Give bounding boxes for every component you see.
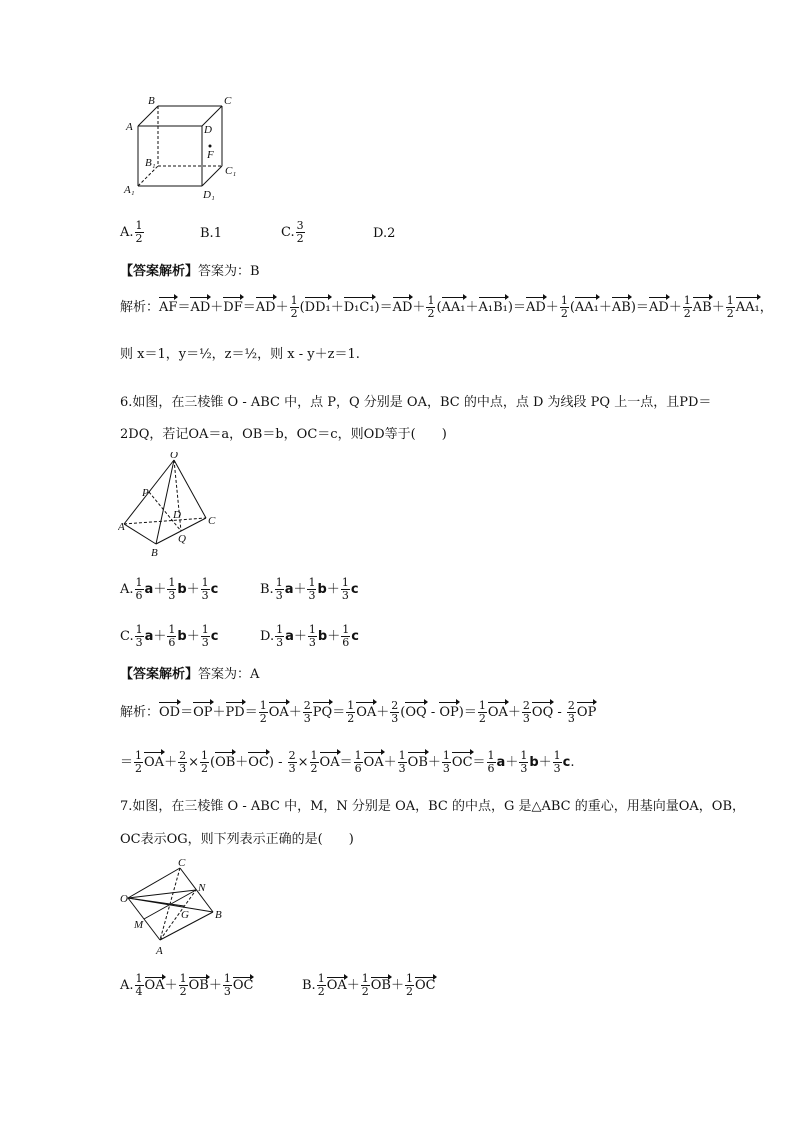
label-B: B [151,547,158,559]
label-D1: D₁ [203,189,215,201]
tetrahedron-figure-q6 [118,452,228,560]
q6-option-c[interactable]: C. $\frac{1}{3}$ a＋ $\frac{1}{6}$ b＋ $\frac{1}{3}$ c [120,623,219,649]
q5-option-d[interactable]: D.2 [373,226,396,241]
label-Q: Q [178,533,186,545]
cube-figure [118,92,268,204]
q6-stem-line2: 2DQ，若记OA＝a，OB＝b，OC＝c，则OD等于( ) [120,427,447,442]
label-B1: B₁ [145,157,156,169]
label-N: N [198,882,206,894]
q5-analysis: 解析：AF＝AD＋DF＝AD＋ $\frac{1}{2}$ (DD₁＋D₁C₁)＝AD＋ $\frac{1}{2}$ (AA₁＋A₁B₁)＝AD＋ $\frac{1}{2}$ (AA₁＋AB)＝AD＋ $\frac{1}{2}$ AB＋ $\frac{1}{2}$ AA₁， [120,294,773,320]
label-P: P [142,487,149,499]
label-A: A [156,945,163,957]
label-C: C [208,515,216,527]
label-B: B [215,909,222,921]
label-O: O [170,452,178,461]
q6-analysis-line2: ＝ $\frac{1}{2}$ OA＋ $\frac{2}{3}$ × $\frac{1}{2}$ (OB＋OC) - $\frac{2}{3}$ × $\frac{1}{2}$ OA＝ $\frac{1}{6}$ OA＋ $\frac{1}{3}$ OB＋ $\frac{1}{3}$ OC＝ $\frac{1}{6}$ a＋ $\frac{1}{3}$ b＋ $\frac{1}{3}$ c. [120,749,575,775]
label-F: F [207,149,214,161]
label-C1: C₁ [225,165,237,177]
q6-option-b[interactable]: B. $\frac{1}{3}$ a＋ $\frac{1}{3}$ b＋ $\frac{1}{3}$ c [260,576,359,602]
q7-stem-line2: OC表示OG，则下列表示正确的是( ) [120,832,354,847]
q5-option-a[interactable]: A. $\frac{1}{2}$ [120,219,143,245]
label-A: A [126,121,133,133]
label-D: D [173,509,181,521]
q5-option-c[interactable]: C. $\frac{3}{2}$ [281,219,304,245]
label-C: C [224,95,232,107]
label-B: B [148,95,155,107]
q6-option-a[interactable]: A. $\frac{1}{6}$ a＋ $\frac{1}{3}$ b＋ $\frac{1}{3}$ c [120,576,219,602]
q6-analysis-line1: 解析：OD＝OP＋PD＝ $\frac{1}{2}$ OA＋ $\frac{2}{3}$ PQ＝ $\frac{1}{2}$ OA＋ $\frac{2}{3}$ (OQ - OP)＝ $\frac{1}{2}$ OA＋ $\frac{2}{3}$ OQ - $\frac{2}{3}$ OP [120,699,597,725]
q6-answer: 【答案解析】答案为：A [120,667,260,682]
q6-option-d[interactable]: D. $\frac{1}{3}$ a＋ $\frac{1}{3}$ b＋ $\frac{1}{6}$ c [260,623,359,649]
q5-conclusion: 则 x＝1，y＝½，z＝½，则 x - y＋z＝1. [120,347,360,362]
label-D: D [204,124,212,136]
tetrahedron-figure-q7 [118,856,228,960]
q7-stem-line1: 7.如图，在三棱锥 O - ABC 中，M，N 分别是 OA，BC 的中点，G 是△ABC 的重心，用基向量OA，OB， [120,799,746,814]
label-A: A [118,521,125,533]
q6-stem-line1: 6.如图，在三棱锥 O - ABC 中，点 P，Q 分别是 OA，BC 的中点，点 D 为线段 PQ 上一点，且PD＝ [120,395,712,410]
label-A1: A₁ [124,184,135,196]
label-G: G [181,909,189,921]
q7-option-a[interactable]: A. $\frac{1}{4}$ OA＋ $\frac{1}{2}$ OB＋ $\frac{1}{3}$ OC [120,972,254,998]
q5-answer: 【答案解析】答案为：B [120,264,260,279]
label-C: C [178,857,186,869]
q5-option-b[interactable]: B.1 [200,226,222,241]
q7-option-b[interactable]: B. $\frac{1}{2}$ OA＋ $\frac{1}{2}$ OB＋ $\frac{1}{2}$ OC [302,972,436,998]
label-M: M [134,919,144,931]
label-O: O [120,893,128,905]
